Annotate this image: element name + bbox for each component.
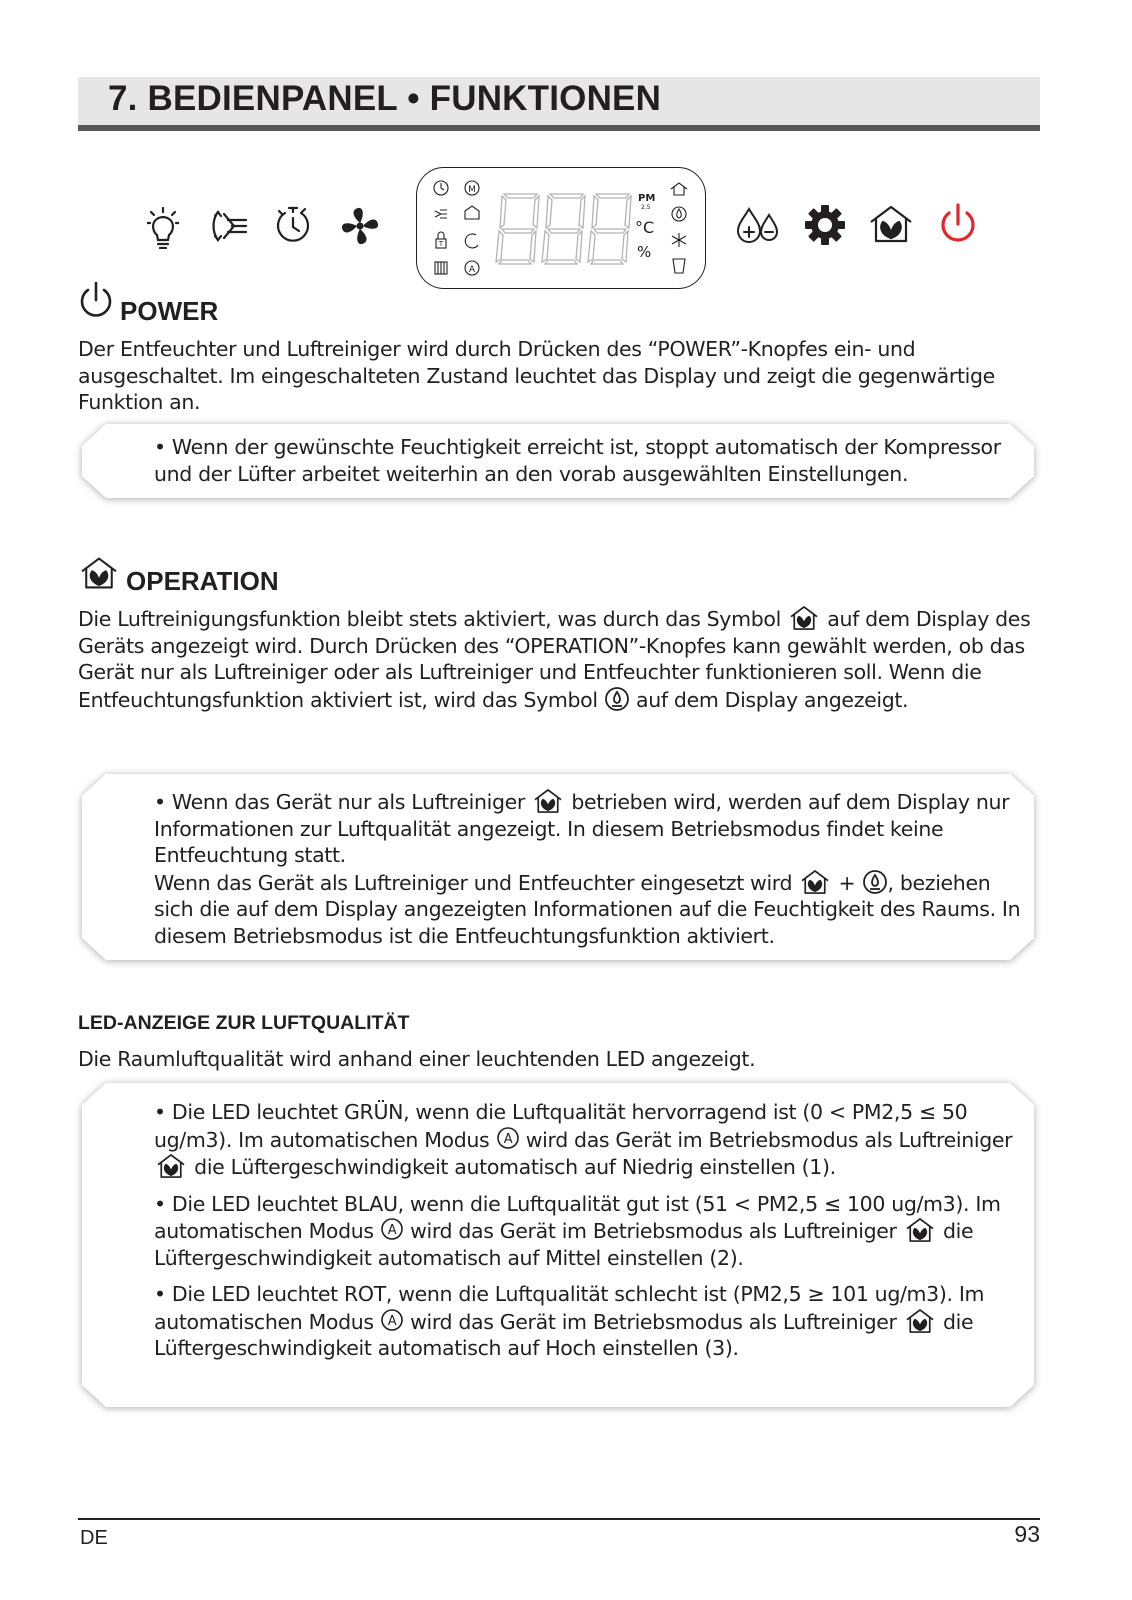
- operation-note-1a: • Wenn das Gerät nur als Luftreiniger: [154, 790, 526, 814]
- operation-note-2a: Wenn das Gerät als Luftreiniger und Entfeuchter eingesetzt wird: [154, 870, 793, 895]
- footer-divider: [78, 1518, 1040, 1520]
- operation-house-leaf-icon: [868, 204, 914, 244]
- svg-text:A: A: [503, 1131, 512, 1147]
- power-description: Der Entfeuchter und Luftreiniger wird durch Drücken des “POWER”-Knopfes ein- und ausgeschaltet. Im eingeschalteten Zustand leuchtet das Display und zeigt die gegenwärtige Funktion an.: [78, 337, 995, 414]
- svg-text:A: A: [387, 1223, 397, 1238]
- operation-text-part1: Die Luftreinigungsfunktion bleibt stets aktiviert, was durch das Symbol: [78, 607, 781, 631]
- swing-icon: [210, 208, 248, 244]
- auto-mode-inline-icon: [496, 1126, 520, 1152]
- footer-language: DE: [80, 1527, 108, 1549]
- auto-mode-inline-icon: [380, 1217, 404, 1243]
- led-item-blue-c: die Lüftergeschwindigkeit automatisch auf Mittel einstellen (2).: [154, 1219, 974, 1270]
- dehumidify-inline-icon: [604, 686, 630, 712]
- operation-text-part3: auf dem Display angezeigt.: [636, 687, 909, 712]
- led-heading: LED-ANZEIGE ZUR LUFTQUALITÄT: [78, 1012, 410, 1034]
- power-note-text: • Wenn der gewünschte Feuchtigkeit erreicht ist, stoppt automatisch der Kompressor und der Lüfter arbeitet weiterhin an den vorab ausgewählten Einstellungen.: [154, 435, 1001, 486]
- operation-note-box: [82, 774, 1034, 960]
- operation-inline-icon: [787, 605, 821, 631]
- section-title-bar: [78, 77, 1040, 131]
- lcd-display: [416, 167, 706, 289]
- fan-icon: [340, 206, 380, 246]
- operation-inline-icon: [903, 1308, 937, 1334]
- power-icon: [938, 202, 978, 246]
- led-item-red: [154, 1281, 1024, 1362]
- led-item-blue-a: • Die LED leuchtet BLAU, wenn die Luftqualität gut ist (51 < PM2,5 ≤ 100 ug/m3). Im automatischen Modus: [154, 1191, 1001, 1243]
- timer-icon: [275, 205, 311, 245]
- operation-description: [78, 605, 1038, 713]
- operation-inline-icon: [154, 1153, 188, 1179]
- led-items: [154, 1099, 1024, 1362]
- mode-letter: M: [468, 185, 476, 195]
- led-item-green-b: wird das Gerät im Betriebsmodus als Luftreiniger: [525, 1127, 1013, 1152]
- led-item-green-c: die Lüftergeschwindigkeit automatisch auf Niedrig einstellen (1).: [194, 1155, 836, 1179]
- led-note-box: [82, 1083, 1034, 1407]
- svg-text:A: A: [387, 1313, 397, 1329]
- auto-letter: A: [468, 265, 476, 275]
- led-item-red-b: wird das Gerät im Betriebsmodus als Luftreiniger: [410, 1309, 897, 1334]
- pm-label: PM: [638, 193, 656, 204]
- lock-letter: T: [438, 240, 444, 248]
- operation-inline-icon: [798, 869, 832, 895]
- light-bulb-icon: [147, 207, 179, 249]
- operation-note-2b: , beziehen sich die auf dem Display angezeigten Informationen auf die Feuchtigkeit des Raums. In diesem Betriebsmodus ist die Entfeuchtungsfunktion aktiviert.: [154, 870, 1021, 948]
- led-item-green: [154, 1099, 1024, 1181]
- operation-heading-icon: [78, 556, 120, 590]
- power-heading: POWER: [120, 296, 219, 326]
- led-item-green-a: • Die LED leuchtet GRÜN, wenn die Luftqualität hervorragend ist (0 < PM2,5 ≤ 50 ug/m3). Im automatischen Modus: [154, 1100, 968, 1152]
- led-item-red-c: die Lüftergeschwindigkeit automatisch auf Hoch einstellen (3).: [154, 1309, 974, 1360]
- segment-digits: [496, 194, 631, 264]
- operation-note-plus: +: [838, 870, 856, 895]
- dehumidify-inline-icon: [862, 869, 888, 895]
- percent-label: %: [637, 243, 652, 261]
- operation-note-1b: betrieben wird, werden auf dem Display nur Informationen zur Luftqualität angezeigt. In diesem Betriebsmodus findet keine Entfeuchtung statt.: [154, 790, 1010, 867]
- led-item-blue: [154, 1191, 1024, 1272]
- operation-text-part2: auf dem Display des Geräts angezeigt wird. Durch Drücken des “OPERATION”-Knopfes kann gewählt werden, ob das Gerät nur als Luftreiniger oder als Luftreiniger und Entfeuchter funktionieren soll. Wenn die Entfeuchtungsfunktion aktiviert ist, wird das Symbol: [78, 607, 1031, 712]
- page-number: 93: [1014, 1521, 1040, 1547]
- power-note-box: [82, 424, 1034, 498]
- led-item-blue-b: wird das Gerät im Betriebsmodus als Luftreiniger: [410, 1219, 897, 1243]
- page-title: 7. BEDIENPANEL • FUNKTIONEN: [108, 79, 662, 118]
- operation-inline-icon: [903, 1217, 937, 1243]
- led-item-red-a: • Die LED leuchtet ROT, wenn die Luftqualität schlecht ist (PM2,5 ≥ 101 ug/m3). Im automatischen Modus: [154, 1282, 985, 1334]
- led-intro: Die Raumluftqualität wird anhand einer leuchtenden LED angezeigt.: [78, 1047, 756, 1071]
- gear-icon: [804, 204, 846, 246]
- power-heading-icon: [78, 280, 114, 318]
- operation-heading: OPERATION: [126, 566, 279, 596]
- pm-sub-label: 2.5: [641, 204, 651, 211]
- celsius-label: °C: [635, 218, 655, 237]
- auto-mode-inline-icon: [380, 1308, 404, 1334]
- humidity-plus-minus-icon: [735, 205, 781, 245]
- operation-note-text: [154, 788, 1024, 949]
- operation-inline-icon: [531, 788, 565, 814]
